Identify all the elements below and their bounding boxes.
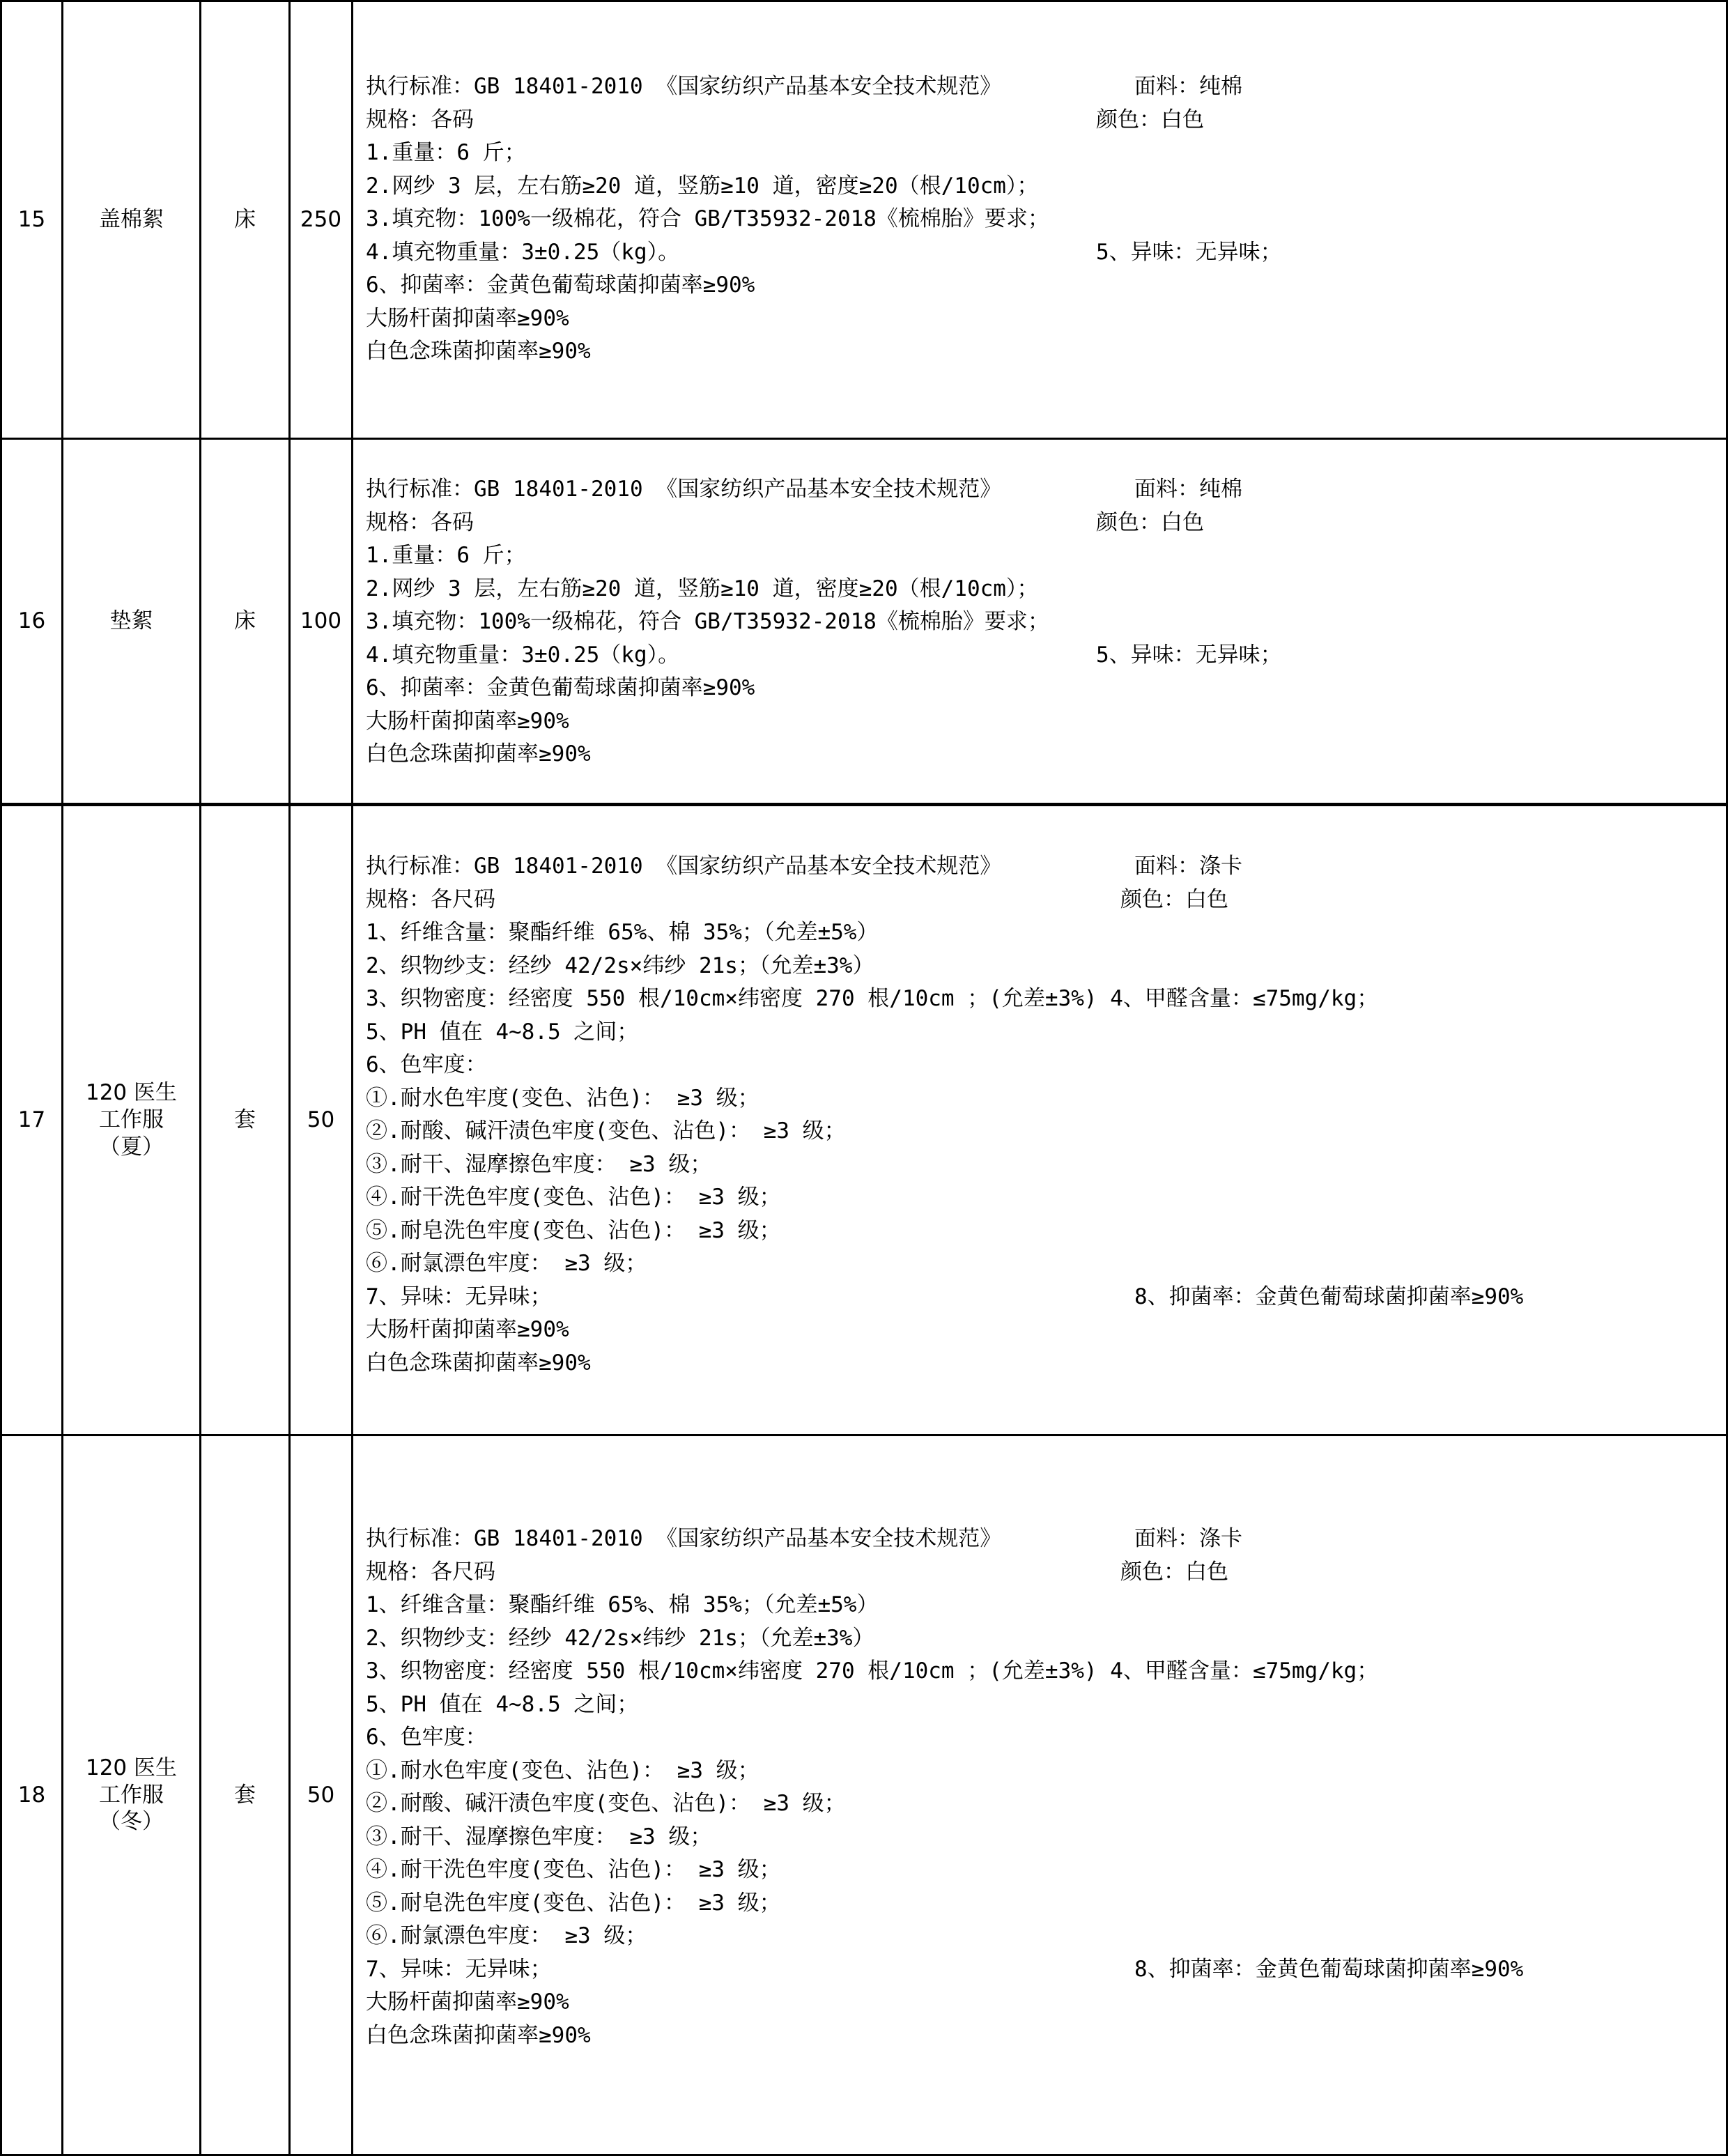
spec-line-text: 3.填充物：100%一级棉花，符合 GB/T35932-2018《梳棉胎》要求；	[366, 609, 1049, 634]
spec-line-text: 4.填充物重量：3±0.25（kg）。	[366, 239, 680, 265]
spec-line-text: 6、色牢度：	[366, 1052, 487, 1077]
spec-lines	[366, 853, 1726, 1383]
item-name-line: （冬）	[99, 1809, 164, 1835]
spec-lines	[366, 476, 1726, 774]
spec-line	[366, 675, 1726, 708]
spec-line	[366, 1956, 1726, 1989]
spec-details	[353, 1435, 1727, 2155]
spec-line	[366, 1923, 1726, 1956]
item-name-line: 工作服	[99, 1782, 164, 1808]
spec-line-text: ①.耐水色牢度(变色、沾色)： ≥3 级；	[366, 1757, 759, 1783]
spec-line	[366, 1250, 1726, 1284]
spec-line-text: 白色念珠菌抑菌率≥90%	[366, 1350, 591, 1376]
spec-line-text: 1.重量：6 斤；	[366, 140, 526, 165]
spec-line-text: 执行标准：GB 18401-2010 《国家纺织产品基本安全技术规范》	[366, 1526, 1002, 1551]
spec-line-right-text: 面料：纯棉	[1134, 74, 1242, 99]
spec-line-text: 大肠杆菌抑菌率≥90%	[366, 1317, 569, 1342]
spec-line	[366, 642, 1726, 675]
quantity-cell: 50	[290, 1435, 353, 2155]
item-name-line: 工作服	[99, 1107, 164, 1133]
spec-line	[366, 1890, 1726, 1923]
spec-line	[366, 1559, 1726, 1592]
spec-line-text: 规格：各码	[366, 509, 474, 535]
spec-line-text: ⑥.耐氯漂色牢度： ≥3 级；	[366, 1251, 647, 1276]
row-number: 17	[1, 805, 63, 1435]
spec-line-text: ③.耐干、湿摩擦色牢度： ≥3 级；	[366, 1824, 712, 1849]
spec-line	[366, 1118, 1726, 1151]
spec-line-text: 2.网纱 3 层，左右筋≥20 道，竖筋≥10 道，密度≥20（根/10cm）；	[366, 173, 1039, 199]
spec-line	[366, 1316, 1726, 1350]
spec-line	[366, 1691, 1726, 1725]
spec-details	[353, 439, 1727, 805]
spec-line-text: 执行标准：GB 18401-2010 《国家纺织产品基本安全技术规范》	[366, 854, 1002, 879]
spec-line	[366, 1052, 1726, 1085]
spec-line-right-text: 颜色：白色	[1096, 107, 1204, 132]
spec-line-text: 2、织物纱支：经纱 42/2s×纬纱 21s；（允差±3%）	[366, 953, 874, 978]
spec-line-text: 6、色牢度：	[366, 1725, 487, 1750]
quantity-cell: 250	[290, 1, 353, 439]
spec-line-text: ②.耐酸、碱汗渍色牢度(变色、沾色)： ≥3 级；	[366, 1118, 846, 1144]
spec-details	[353, 805, 1727, 1435]
spec-line-text: 1.重量：6 斤；	[366, 543, 526, 568]
spec-line	[366, 542, 1726, 576]
table-row	[1, 805, 1727, 1435]
spec-line	[366, 608, 1726, 642]
table-row	[1, 1, 1727, 439]
spec-line-right-text: 面料：涤卡	[1134, 854, 1242, 879]
spec-line-text: ④.耐干洗色牢度(变色、沾色)： ≥3 级；	[366, 1857, 781, 1882]
spec-line	[366, 576, 1726, 609]
spec-line-text: 白色念珠菌抑菌率≥90%	[366, 741, 591, 767]
spec-line-text: ⑤.耐皂洗色牢度(变色、沾色)： ≥3 级；	[366, 1217, 781, 1243]
spec-line-text: 执行标准：GB 18401-2010 《国家纺织产品基本安全技术规范》	[366, 477, 1002, 502]
item-name	[63, 805, 201, 1435]
spec-line-text: 6、抑菌率：金黄色葡萄球菌抑菌率≥90%	[366, 272, 755, 298]
spec-line	[366, 476, 1726, 509]
spec-line	[366, 73, 1726, 107]
spec-line-text: 6、抑菌率：金黄色葡萄球菌抑菌率≥90%	[366, 675, 755, 700]
spec-line-text: 执行标准：GB 18401-2010 《国家纺织产品基本安全技术规范》	[366, 74, 1002, 99]
item-name	[63, 1435, 201, 2155]
spec-line-text: 3.填充物：100%一级棉花，符合 GB/T35932-2018《梳棉胎》要求；	[366, 206, 1049, 231]
spec-line-right-text: 8、抑菌率：金黄色葡萄球菌抑菌率≥90%	[1134, 1284, 1524, 1309]
unit-cell: 床	[201, 439, 290, 805]
spec-line	[366, 1856, 1726, 1890]
quantity-cell: 100	[290, 439, 353, 805]
item-name-line: 垫絮	[109, 608, 153, 634]
spec-line-text: 白色念珠菌抑菌率≥90%	[366, 2022, 591, 2048]
spec-line-text: 2、织物纱支：经纱 42/2s×纬纱 21s；（允差±3%）	[366, 1625, 874, 1651]
spec-line	[366, 272, 1726, 305]
spec-line-text: ⑥.耐氯漂色牢度： ≥3 级；	[366, 1923, 647, 1948]
spec-line	[366, 1724, 1726, 1757]
spec-line	[366, 139, 1726, 173]
spec-line	[366, 173, 1726, 206]
spec-line-text: 大肠杆菌抑菌率≥90%	[366, 708, 569, 734]
spec-line-right-text: 5、异味：无异味；	[1096, 642, 1282, 668]
spec-line-text: 1、纤维含量：聚酯纤维 65%、棉 35%；（允差±5%）	[366, 1592, 879, 1617]
row-number: 15	[1, 1, 63, 439]
spec-line	[366, 1350, 1726, 1383]
spec-line-text: 规格：各尺码	[366, 1559, 495, 1585]
spec-line-text: 7、异味：无异味；	[366, 1284, 552, 1309]
spec-line-text: ③.耐干、湿摩擦色牢度： ≥3 级；	[366, 1151, 712, 1177]
spec-line	[366, 305, 1726, 339]
spec-line	[366, 239, 1726, 272]
spec-line	[366, 1085, 1726, 1118]
spec-line	[366, 1019, 1726, 1052]
row-number: 16	[1, 439, 63, 805]
item-name	[63, 439, 201, 805]
spec-line	[366, 1658, 1726, 1691]
spec-line	[366, 953, 1726, 986]
table-row	[1, 1435, 1727, 2155]
spec-line	[366, 1625, 1726, 1658]
spec-line	[366, 1757, 1726, 1791]
spec-line-right-text: 面料：纯棉	[1134, 477, 1242, 502]
spec-line-text: ①.耐水色牢度(变色、沾色)： ≥3 级；	[366, 1085, 759, 1111]
item-name	[63, 1, 201, 439]
spec-line	[366, 1592, 1726, 1625]
spec-line-right-text: 8、抑菌率：金黄色葡萄球菌抑菌率≥90%	[1134, 1956, 1524, 1982]
spec-line-text: 3、织物密度：经密度 550 根/10cm×纬密度 270 根/10cm ；(允差±3%) 4、甲醛含量：≤75mg/kg；	[366, 1658, 1379, 1684]
spec-line	[366, 206, 1726, 239]
spec-line	[366, 886, 1726, 920]
spec-lines	[366, 1525, 1726, 2055]
spec-line-text: 3、织物密度：经密度 550 根/10cm×纬密度 270 根/10cm ；(允差±3%) 4、甲醛含量：≤75mg/kg；	[366, 986, 1379, 1011]
item-name-line: 120 医生	[85, 1080, 178, 1106]
item-name-line: 120 医生	[85, 1755, 178, 1780]
spec-line-text: 1、纤维含量：聚酯纤维 65%、棉 35%；（允差±5%）	[366, 920, 879, 945]
spec-line-right-text: 面料：涤卡	[1134, 1526, 1242, 1551]
unit-cell: 套	[201, 1435, 290, 2155]
spec-line	[366, 919, 1726, 953]
unit-cell: 套	[201, 805, 290, 1435]
table-row	[1, 439, 1727, 805]
spec-line-text: ⑤.耐皂洗色牢度(变色、沾色)： ≥3 级；	[366, 1890, 781, 1916]
spec-line-text: ②.耐酸、碱汗渍色牢度(变色、沾色)： ≥3 级；	[366, 1791, 846, 1816]
spec-line	[366, 1989, 1726, 2022]
spec-line	[366, 741, 1726, 774]
spec-line-right-text: 5、异味：无异味；	[1096, 239, 1282, 265]
spec-line-text: 5、PH 值在 4~8.5 之间；	[366, 1019, 639, 1045]
spec-line-text: 4.填充物重量：3±0.25（kg）。	[366, 642, 680, 668]
row-number: 18	[1, 1435, 63, 2155]
spec-line-text: 大肠杆菌抑菌率≥90%	[366, 1989, 569, 2015]
spec-line	[366, 2022, 1726, 2056]
spec-line	[366, 1525, 1726, 1559]
spec-line-right-text: 颜色：白色	[1120, 886, 1228, 912]
spec-line-text: 2.网纱 3 层，左右筋≥20 道，竖筋≥10 道，密度≥20（根/10cm）；	[366, 576, 1039, 601]
spec-line	[366, 1217, 1726, 1251]
spec-lines	[366, 73, 1726, 371]
spec-line-text: 5、PH 值在 4~8.5 之间；	[366, 1691, 639, 1717]
spec-line-text: 规格：各尺码	[366, 886, 495, 912]
spec-line	[366, 1151, 1726, 1185]
spec-line	[366, 1790, 1726, 1824]
spec-details	[353, 1, 1727, 439]
spec-line-text: ④.耐干洗色牢度(变色、沾色)： ≥3 级；	[366, 1185, 781, 1210]
item-name-line: （夏）	[99, 1134, 164, 1160]
spec-line-right-text: 颜色：白色	[1120, 1559, 1228, 1585]
item-name-line: 盖棉絮	[99, 207, 164, 233]
spec-line	[366, 853, 1726, 886]
spec-line-text: 7、异味：无异味；	[366, 1956, 552, 1982]
spec-line	[366, 708, 1726, 741]
spec-line	[366, 509, 1726, 543]
spec-line-right-text: 颜色：白色	[1096, 509, 1204, 535]
quantity-cell: 50	[290, 805, 353, 1435]
spec-line	[366, 107, 1726, 140]
spec-line	[366, 1284, 1726, 1317]
spec-line	[366, 1184, 1726, 1217]
spec-line-text: 大肠杆菌抑菌率≥90%	[366, 305, 569, 331]
spec-line	[366, 985, 1726, 1019]
spec-line	[366, 338, 1726, 371]
spec-line-text: 白色念珠菌抑菌率≥90%	[366, 339, 591, 364]
spec-line	[366, 1824, 1726, 1857]
spec-line-text: 规格：各码	[366, 107, 474, 132]
unit-cell: 床	[201, 1, 290, 439]
